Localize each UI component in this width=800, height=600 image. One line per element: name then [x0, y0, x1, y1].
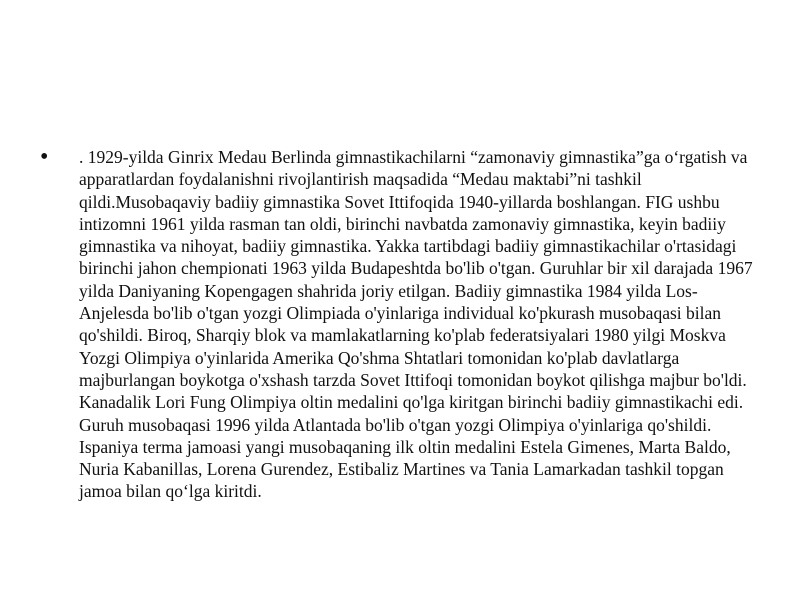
body-paragraph: . 1929-yilda Ginrix Medau Berlinda gimnastikachilarni “zamonaviy gimnastika”ga oʻrgatish va apparatlardan foydalanishni rivojlantirish maqsadida “Medau maktabi”ni tashkil qildi.Musobaqaviy badiiy gimnastika Sovet Ittifoqida 1940-yillarda boshlangan. FIG ushbu intizomni 1961 yilda rasman tan oldi, birinchi navbatda zamonaviy gimnastika, keyin badiiy gimnastika va nihoyat, badiiy gimnastika. Yakka tartibdagi badiiy gimnastikachilar o'rtasidagi birinchi jahon chempionati 1963 yilda Budapeshtda bo'lib o'tgan. Guruhlar bir xil darajada 1967 yilda Daniyaning Kopengagen shahrida joriy etilgan. Badiiy gimnastika 1984 yilda Los-Anjelesda bo'lib o'tgan yozgi Olimpiada o'yinlariga individual ko'pkurash musobaqasi bilan qo'shildi. Biroq, Sharqiy blok va mamlakatlarning ko'plab federatsiyalari 1980 yilgi Moskva Yozgi Olimpiya o'yinlarida Amerika Qo'shma Shtatlari tomonidan ko'plab davlatlarga majburlangan boykotga o'xshash tarzda Sovet Ittifoqi tomonidan boykot qilishga majbur bo'ldi. Kanadalik Lori Fung Olimpiya oltin medalini qo'lga kiritgan birinchi badiiy gimnastikachi edi. Guruh musobaqasi 1996 yilda Atlantada bo'lib o'tgan yozgi Olimpiya o'yinlariga qo'shildi. Ispaniya terma jamoasi yangi musobaqaning ilk oltin medalini Estela Gimenes, Marta Baldo, Nuria Kabanillas, Lorena Gurendez, Estibaliz Martines va Tania Lamarkadan tashkil topgan jamoa bilan qoʻlga kiritdi. — [79, 147, 753, 502]
bullet-icon: • — [40, 144, 49, 170]
bullet-item — [40, 146, 760, 503]
